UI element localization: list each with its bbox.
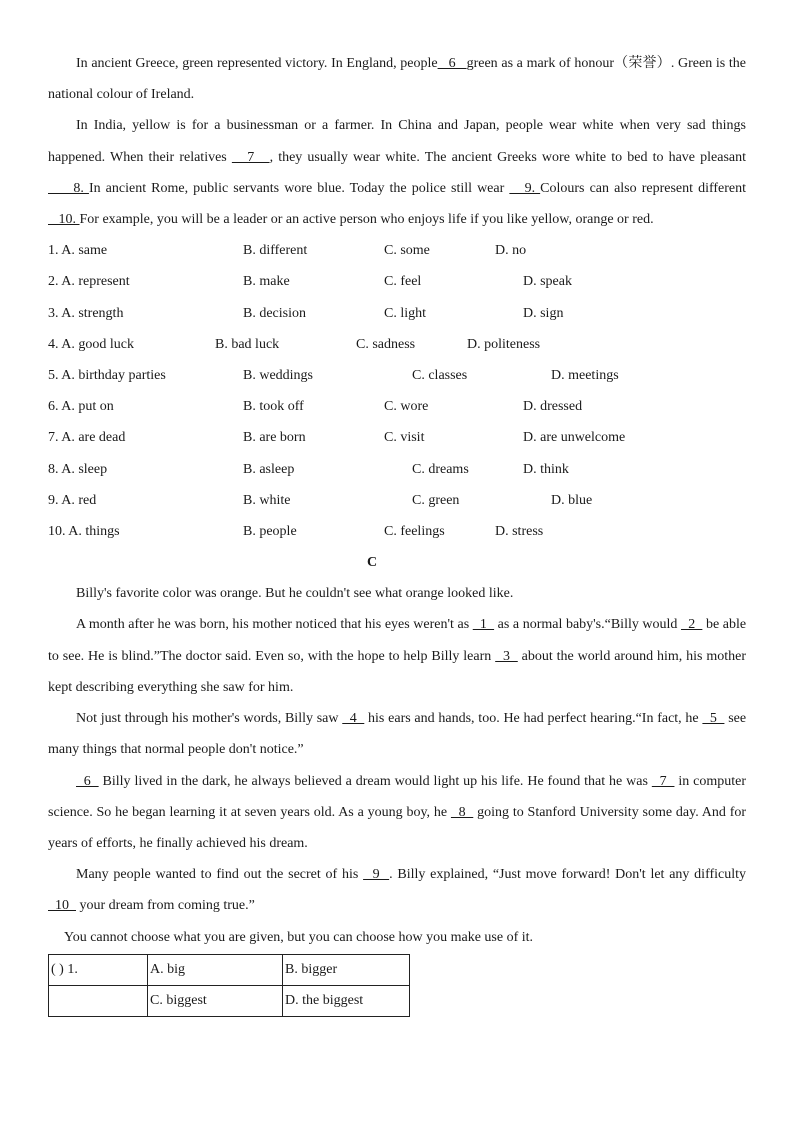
- passage-c-paragraph-5: [48, 859, 746, 921]
- option-c: C. dreams: [412, 461, 469, 477]
- blank-9: 9: [363, 867, 390, 883]
- option-b: B. people: [243, 523, 297, 539]
- option-a: 6. A. put on: [48, 399, 114, 415]
- option-row: [48, 329, 746, 360]
- option-d: D. stress: [495, 523, 544, 539]
- blank-5: 5: [702, 711, 725, 727]
- blank-7: 7: [231, 149, 270, 165]
- option-b: B. make: [243, 274, 290, 290]
- blank-9: 9.: [509, 180, 541, 196]
- blank-8: 8: [450, 804, 474, 820]
- passage-b-paragraph-1: [48, 48, 746, 110]
- option-row: [48, 422, 746, 453]
- text: going to Stanford University some day. And for years of efforts, he finally achieved his dream.: [48, 804, 747, 851]
- option-c: C. some: [384, 243, 430, 259]
- option-c: C. green: [412, 492, 460, 508]
- text: his ears and hands, too. He had perfect hearing.“In fact, he: [368, 711, 699, 727]
- options-list-b: [48, 235, 746, 547]
- answer-cell[interactable]: ( ) 1.: [49, 954, 148, 985]
- option-b-cell: B. bigger: [283, 954, 410, 985]
- option-a: 5. A. birthday parties: [48, 367, 166, 383]
- option-c: C. feel: [384, 274, 422, 290]
- passage-c-paragraph-1: Billy's favorite color was orange. But he couldn't see what orange looked like.: [76, 586, 514, 602]
- blank-7: 7: [651, 773, 675, 789]
- option-b: B. decision: [243, 305, 306, 321]
- text: green as a mark of honour（荣誉）. Green is the national colour of Ireland.: [48, 56, 747, 103]
- blank-6: 6: [437, 56, 467, 71]
- blank-2: 2: [681, 617, 703, 633]
- text: , they usually wear white. The ancient Greeks wore white to bed to have pleasant: [269, 149, 747, 165]
- option-b: B. bad luck: [215, 336, 280, 352]
- option-a: 8. A. sleep: [48, 461, 108, 477]
- option-a: 2. A. represent: [48, 274, 130, 290]
- text: in computer science. So he began learning it at seven years old. As a young boy, he: [48, 773, 747, 820]
- option-row: [48, 360, 746, 391]
- text: A month after he was born, his mother noticed that his eyes weren't as: [76, 617, 470, 633]
- text: as a normal baby's.“Billy would: [497, 617, 678, 633]
- text: In ancient Rome, public servants wore blue. Today the police still wear: [88, 180, 505, 196]
- text: In ancient Greece, green represented victory. In England, people: [76, 56, 438, 71]
- text: Not just through his mother's words, Billy saw: [76, 711, 339, 727]
- option-d: D. no: [495, 243, 527, 259]
- option-row: [48, 391, 746, 422]
- option-a: 1. A. same: [48, 243, 108, 259]
- closing-quote: You cannot choose what you are given, but you can choose how you make use of it.: [64, 929, 534, 945]
- option-row: [48, 235, 746, 266]
- option-c-cell: C. biggest: [148, 985, 283, 1016]
- option-d: D. meetings: [551, 367, 619, 383]
- blank-6: 6: [76, 773, 99, 789]
- text: about the world around him, his mother kept describing everything she saw for him.: [48, 648, 747, 695]
- option-b: B. different: [243, 243, 308, 259]
- option-row: [48, 516, 746, 547]
- blank-1: 1: [472, 617, 495, 633]
- option-a-cell: A. big: [148, 954, 283, 985]
- blank-10: 10.: [48, 212, 80, 228]
- option-d: D. politeness: [467, 336, 541, 352]
- option-c: C. light: [384, 305, 427, 321]
- option-d: D. speak: [523, 274, 572, 290]
- blank-8: 8.: [48, 180, 89, 196]
- passage-b-paragraph-2: [48, 110, 746, 235]
- section-c-heading: C: [366, 555, 378, 571]
- option-a: 10. A. things: [48, 523, 120, 539]
- option-d-cell: D. the biggest: [283, 985, 410, 1016]
- option-row: [48, 298, 746, 329]
- text: be able to see. He is blind.”The doctor said. Even so, with the hope to help Billy learn: [48, 617, 747, 664]
- option-c: C. wore: [384, 399, 429, 415]
- text: see many things that normal people don't notice.”: [48, 711, 747, 758]
- option-a: 3. A. strength: [48, 305, 124, 321]
- option-b: B. weddings: [243, 367, 313, 383]
- text: your dream from coming true.”: [79, 898, 255, 914]
- passage-c-paragraph-4: [48, 766, 746, 860]
- text: Many people wanted to find out the secret of his: [76, 867, 359, 883]
- option-b: B. white: [243, 492, 291, 508]
- table-row: [49, 954, 410, 985]
- blank-3: 3: [495, 648, 518, 664]
- option-d: D. are unwelcome: [523, 430, 626, 446]
- option-d: D. dressed: [523, 399, 583, 415]
- option-row: [48, 266, 746, 297]
- option-b: B. took off: [243, 399, 304, 415]
- text: In India, yellow is for a businessman or a farmer. In China and Japan, people wear white when very sad things happened. When their relatives: [48, 118, 746, 165]
- option-b: B. asleep: [243, 461, 295, 477]
- empty-cell: [49, 985, 148, 1016]
- option-a: 9. A. red: [48, 492, 97, 508]
- option-d: D. blue: [551, 492, 593, 508]
- text: For example, you will be a leader or an active person who enjoys life if you like yellow, orange or red.: [79, 212, 654, 228]
- option-a: 7. A. are dead: [48, 430, 126, 446]
- table-row: [49, 985, 410, 1016]
- blank-4: 4: [342, 711, 365, 727]
- text: . Billy explained, “Just move forward! Don't let any difficulty: [389, 867, 747, 883]
- blank-10: 10: [48, 898, 76, 914]
- passage-c-paragraph-2: [48, 609, 746, 703]
- option-c: C. feelings: [384, 523, 445, 539]
- option-d: D. think: [523, 461, 569, 477]
- option-row: [48, 454, 746, 485]
- answer-table: [48, 954, 410, 1017]
- passage-c-paragraph-3: [48, 703, 746, 765]
- text: Colours can also represent different: [540, 180, 747, 196]
- option-d: D. sign: [523, 305, 564, 321]
- worksheet-page: [48, 48, 746, 1017]
- option-c: C. classes: [412, 367, 468, 383]
- option-c: C. sadness: [356, 336, 416, 352]
- option-c: C. visit: [384, 430, 425, 446]
- option-row: [48, 485, 746, 516]
- option-b: B. are born: [243, 430, 306, 446]
- text: Billy lived in the dark, he always believed a dream would light up his life. He found that he was: [102, 773, 648, 789]
- option-a: 4. A. good luck: [48, 336, 134, 352]
